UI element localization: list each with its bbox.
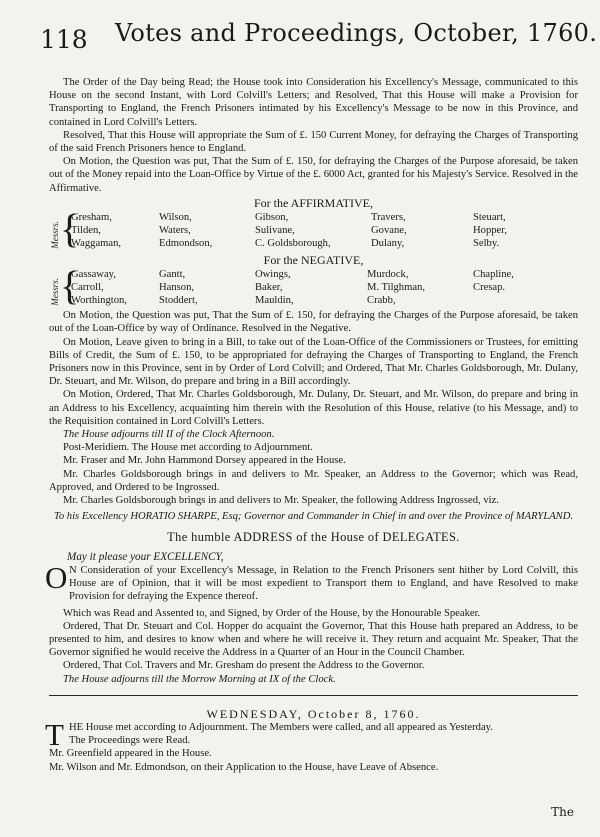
member-name: Mauldin, [255,295,294,307]
paragraph: Ordered, That Dr. Steuart and Col. Hopper do acquaint the Governor, That this House hath prepared an Address, to be presented to him, and desires to know when and where he will receive it. They return and acquaint Mr. Speaker, That the Governor signified he would receive the Address in a Quarter of an Hour in the Council Chamber. [49,620,578,659]
paragraph: On Motion, Leave given to bring in a Bill, to take out of the Loan-Office of the Commissioners or Trustees, for emitting Bills of Credit, the Sum of £. 150, to be appropriated for defraying the Charges of Transporting to England, the French Prisoners now in this Province, sent in by Order of Lord Colvill; and Ordered, That Mr. Charles Goldsborough, Mr. Dulany, Dr. Steuart, and Mr. Wilson, do prepare and bring in a Bill accordingly. [49,336,578,388]
running-title: Votes and Proceedings, October, 1760. [115,19,598,47]
messrs-label: Messrs. [50,278,60,306]
member-name: Hanson, [159,282,195,294]
messrs-label: Messrs. [50,221,60,249]
member-name: Tilden, [71,225,101,237]
member-name: Hopper, [473,225,507,237]
adjournment-note: The House adjourns till the Morrow Morning at IX of the Clock. [63,673,336,685]
affirmative-heading: For the AFFIRMATIVE, [253,195,373,210]
address-heading: The humble ADDRESS of the House of DELEGATES. [167,530,460,545]
member-name: Murdock, [367,269,409,281]
paragraph: N Consideration of your Excellency's Message, in Relation to the French Prisoners sent hither by Lord Colvill, this House are of Opinion, that it will be most expedient to Transport them to England, and have Resolved to make Provision for defraying the Expence thereof. [69,564,578,603]
paragraph: Post-Meridiem. The House met according to Adjournment. [63,442,313,454]
member-name: M. Tilghman, [367,282,425,294]
paragraph: Resolved, That this House will appropriate the Sum of £. 150 Current Money, for defraying the Charges of Transporting of the said French Prisoners hence to England. [49,129,578,155]
member-name: Gantt, [159,269,186,281]
member-name: Gassaway, [71,269,116,281]
member-name: Travers, [371,212,406,224]
member-name: Selby. [473,238,500,250]
member-name: Steuart, [473,212,506,224]
brace-glyph: { [60,263,80,309]
paragraph: Mr. Wilson and Mr. Edmondson, on their Application to the House, have Leave of Absence. [49,761,439,773]
paragraph: The Order of the Day being Read; the House took into Consideration his Excellency's Message, communicated to this House on the second Instant, with Lord Colvill's Letters; and Resolved, That this House will make a Provision for Transporting to England, the French Prisoners intimated by his Excellency's Message to be now in this Province, and contained in Lord Colvill's Letters. [49,77,578,128]
paragraph: Mr. Fraser and Mr. John Hammond Dorsey appeared in the House. [63,455,346,467]
paragraph: Mr. Charles Goldsborough brings in and delivers to Mr. Speaker, an Address to the Governor; which was Read, Approved, and Ordered to be Ingrossed. [49,468,578,493]
paragraph: On Motion, the Question was put, That the Sum of £. 150, for defraying the Charges of the Purpose aforesaid, be taken out of the Money repaid into the Loan-Office by Virtue of the £. 6000 Act, granted for his Majesty's Service. Resolved in the Affirmative. [49,156,578,194]
member-name: Govane, [371,225,407,237]
brace-glyph: { [60,206,80,252]
catchword: The [551,805,574,819]
page-number: 118 [40,25,88,54]
member-name: C. Goldsborough, [255,238,331,250]
paragraph: Mr. Charles Goldsborough brings in and delivers to Mr. Speaker, the following Address Ingrossed, viz. [63,495,499,507]
paragraph: On Motion, Ordered, That Mr. Charles Goldsborough, Mr. Dulany, Dr. Steuart, and Mr. Wilson, do prepare and bring in an Address to his Excellency, acquainting him therein with the Resolution of this House, relative (to his Message, and) to the Requisition contained in Lord Colvill's Letters. [49,389,578,427]
day-heading: WEDNESDAY, October 8, 1760. [206,706,421,721]
member-name: Crabb, [367,295,396,307]
salutation: May it please your EXCELLENCY, [67,550,224,563]
member-name: Gresham, [71,212,112,224]
member-name: Cresap. [473,282,506,294]
member-name: Dulany, [371,238,405,250]
member-name: Wilson, [159,212,192,224]
paragraph: HE House met according to Adjournment. The Members were called, and all appeared as Yesterday. [69,721,493,733]
paragraph: The Proceedings were Read. [69,735,191,747]
address-dedication: To his Excellency HORATIO SHARPE, Esq; Governor and Commander in Chief in and over the Province of MARYLAND. [53,511,574,523]
member-name: Gibson, [255,212,289,224]
member-name: Waters, [159,225,191,237]
page-header [40,17,598,61]
affirmative-list [49,206,578,252]
member-name: Carroll, [71,282,104,294]
negative-list [49,263,578,309]
negative-heading: For the NEGATIVE, [263,253,364,268]
address-body [45,559,578,604]
drop-capital: T [45,716,64,752]
divider-rule [49,695,578,696]
member-name: Chapline, [473,269,514,281]
member-name: Owings, [255,269,291,281]
paragraph: Mr. Greenfield appeared in the House. [49,748,212,760]
member-name: Waggaman, [71,238,122,250]
drop-capital: O [45,559,68,595]
paragraph: Which was Read and Assented to, and Signed, by Order of the House, by the Honourable Speaker. [63,607,481,619]
day-body [45,716,578,752]
member-name: Baker, [255,282,283,294]
paragraph: Ordered, That Col. Travers and Mr. Gresham do present the Address to the Governor. [63,660,425,672]
member-name: Worthington, [71,295,127,307]
member-name: Edmondson, [159,238,213,250]
adjournment-note: The House adjourns till II of the Clock Afternoon. [63,429,275,441]
member-name: Stoddert, [159,295,198,307]
page-body [45,76,578,774]
paragraph: On Motion, the Question was put, That the Sum of £. 150, for defraying the Charges of the Purpose aforesaid, be taken out of the Loan-Office by way of Ordinance. Resolved in the Negative. [49,310,578,335]
member-name: Sulivane, [255,225,295,237]
